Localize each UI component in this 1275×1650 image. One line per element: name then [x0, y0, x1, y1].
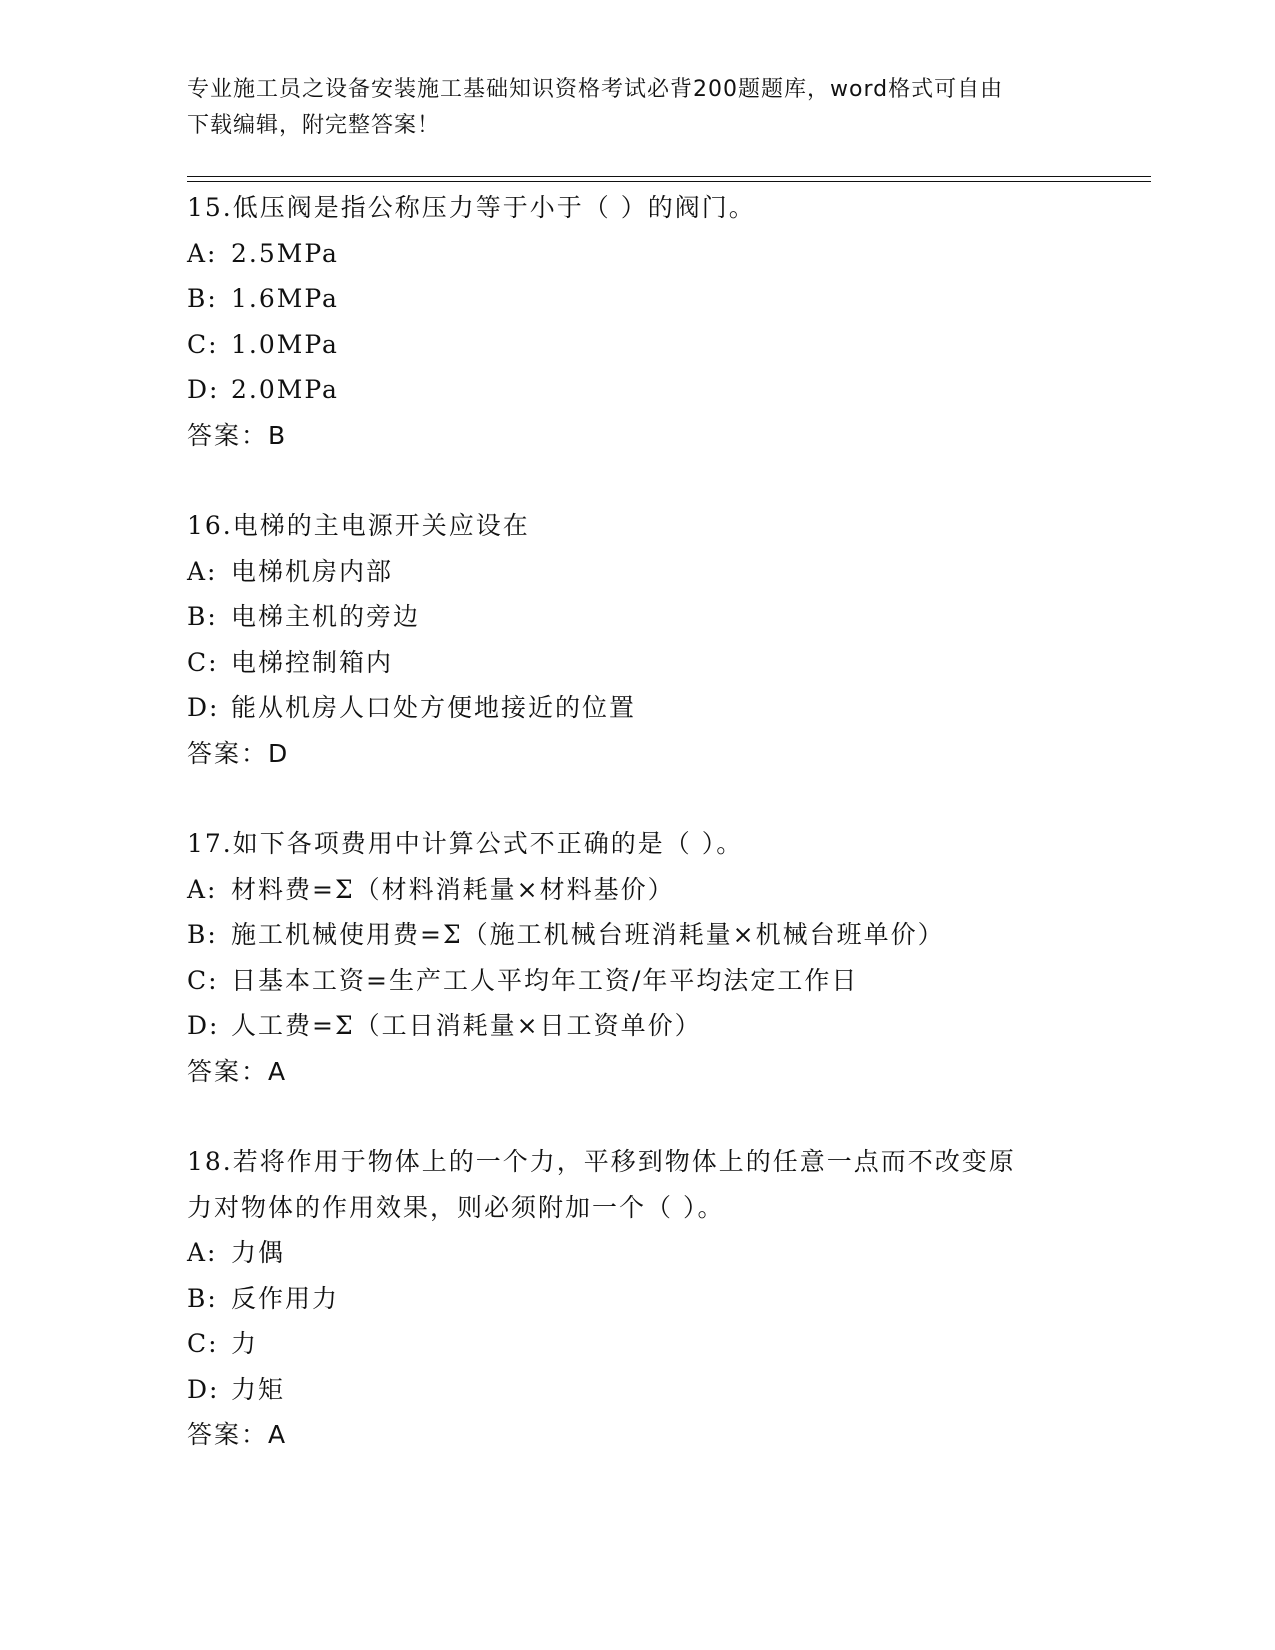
- option-text: 施工机械使用费=Σ（施工机械台班消耗量×机械台班单价）: [231, 920, 945, 949]
- option-letter: C:: [187, 1329, 219, 1358]
- option-text: 电梯主机的旁边: [231, 602, 421, 631]
- question-list: [187, 185, 1087, 1503]
- option-letter: A:: [187, 874, 218, 904]
- question-15: [187, 185, 1087, 458]
- option-b: [187, 912, 1087, 958]
- option-letter: D:: [187, 1011, 220, 1040]
- option-letter: A:: [187, 556, 218, 586]
- option-text: 电梯控制箱内: [231, 647, 394, 677]
- option-text: 电梯机房内部: [231, 556, 394, 586]
- question-18: [187, 1139, 1087, 1458]
- document-header: [187, 72, 1087, 144]
- header-title-line-2: 下载编辑，附完整答案！: [187, 113, 441, 138]
- option-letter: A:: [187, 238, 218, 268]
- option-letter: B:: [187, 602, 218, 631]
- option-b: [187, 1276, 1087, 1322]
- option-text: 1.0MPa: [231, 329, 339, 359]
- question-17: [187, 821, 1087, 1094]
- question-stem: 17.如下各项费用中计算公式不正确的是（ ）。: [187, 829, 744, 858]
- header-title-line-1: 专业施工员之设备安装施工基础知识资格考试必背200题题库，word格式可自由: [187, 77, 1004, 102]
- option-text: 1.6MPa: [231, 284, 339, 313]
- question-stem: 15.低压阀是指公称压力等于小于（ ）的阀门。: [187, 193, 756, 222]
- answer: 答案：B: [187, 420, 288, 450]
- option-text: 人工费=Σ（工日消耗量×日工资单价）: [231, 1011, 702, 1040]
- option-a: [187, 1230, 1087, 1276]
- option-d: [187, 1367, 1087, 1413]
- option-text: 反作用力: [231, 1283, 340, 1313]
- option-text: 日基本工资=生产工人平均年工资/年平均法定工作日: [231, 965, 859, 995]
- answer: 答案：A: [187, 1420, 288, 1449]
- option-letter: B:: [187, 1283, 218, 1313]
- option-text: 2.0MPa: [231, 375, 339, 404]
- option-letter: D:: [187, 693, 220, 722]
- option-letter: C:: [187, 647, 219, 677]
- option-d: [187, 367, 1087, 413]
- option-c: [187, 958, 1087, 1004]
- question-stem-line-1: 18.若将作用于物体上的一个力，平移到物体上的任意一点而不改变原: [187, 1147, 1016, 1176]
- question-stem-line-2: 力对物体的作用效果，则必须附加一个（ ）。: [187, 1192, 725, 1222]
- option-a: [187, 549, 1087, 595]
- option-text: 能从机房人口处方便地接近的位置: [231, 693, 637, 722]
- option-c: [187, 640, 1087, 686]
- option-d: [187, 1003, 1087, 1049]
- option-a: [187, 231, 1087, 277]
- option-b: [187, 594, 1087, 640]
- question-16: [187, 503, 1087, 776]
- header-divider-bottom: [187, 181, 1151, 182]
- answer: 答案：A: [187, 1056, 288, 1086]
- question-stem: 16.电梯的主电源开关应设在: [187, 511, 530, 540]
- option-letter: C:: [187, 329, 219, 359]
- option-d: [187, 685, 1087, 731]
- option-text: 材料费=Σ（材料消耗量×材料基价）: [231, 874, 675, 904]
- option-letter: D:: [187, 375, 220, 404]
- option-letter: B:: [187, 920, 218, 949]
- option-letter: B:: [187, 284, 218, 313]
- option-c: [187, 1321, 1087, 1367]
- option-a: [187, 867, 1087, 913]
- option-letter: D:: [187, 1374, 220, 1404]
- option-text: 力偶: [231, 1238, 286, 1267]
- option-letter: C:: [187, 965, 219, 995]
- header-divider-top: [187, 176, 1151, 177]
- answer: 答案：D: [187, 738, 290, 768]
- option-c: [187, 322, 1087, 368]
- option-text: 2.5MPa: [231, 238, 339, 268]
- option-b: [187, 276, 1087, 322]
- option-text: 力矩: [231, 1374, 286, 1404]
- option-text: 力: [231, 1329, 259, 1358]
- option-letter: A:: [187, 1238, 218, 1267]
